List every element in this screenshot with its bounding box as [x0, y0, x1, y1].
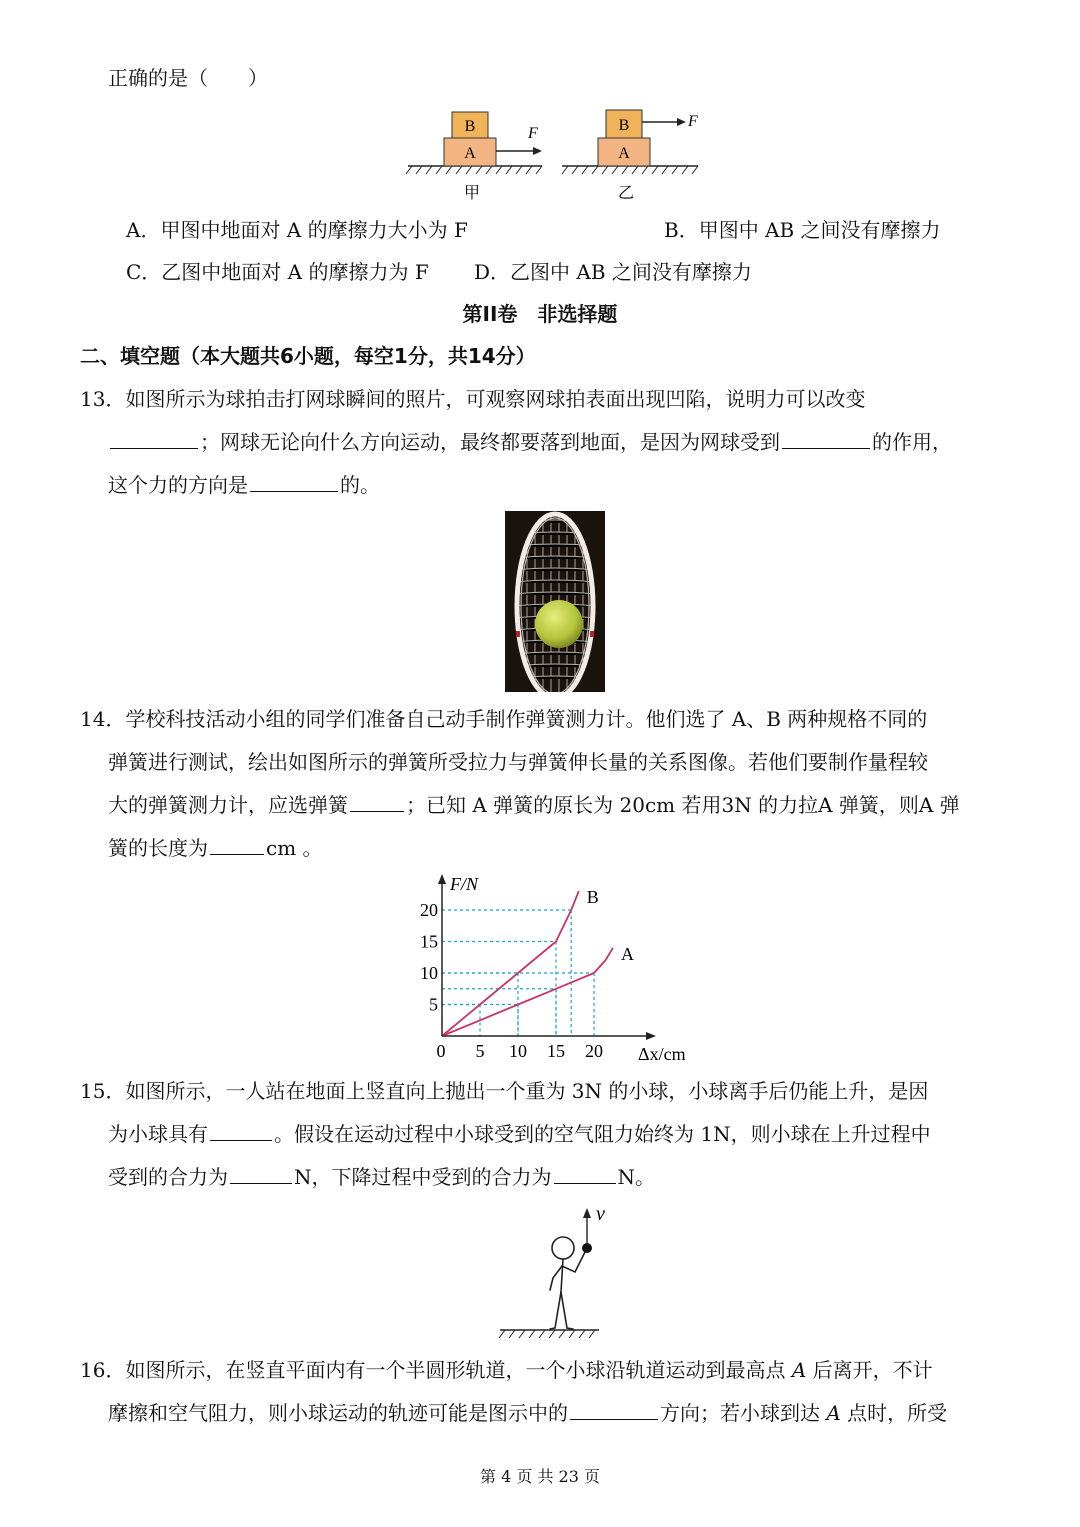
y-tick-15: 15	[420, 931, 438, 952]
q14-blank-1[interactable]	[350, 791, 404, 812]
x-tick-20: 20	[585, 1041, 603, 1061]
q13-blank-2[interactable]	[782, 428, 870, 449]
part-heading: 二、填空题（本大题共6小题，每空1分，共14分）	[80, 344, 536, 368]
origin-label: 0	[436, 1041, 446, 1061]
q15-line-2: 为小球具有 。假设在运动过程中小球受到的空气阻力始终为 1N，则小球在上升过程中	[108, 1122, 931, 1146]
q16-blank-1[interactable]	[570, 1399, 658, 1420]
ball	[582, 1243, 592, 1253]
q12-figure	[400, 104, 710, 204]
figure-jia	[406, 112, 542, 202]
q13-line-2: ；网球无论向什么方向运动，最终都要落到地面，是因为网球受到 的作用，	[108, 428, 952, 456]
x-axis-label: Δx/cm	[638, 1044, 686, 1064]
q13-line-1: 13．如图所示为球拍击打网球瞬间的照片，可观察网球拍表面出现凹陷，说明力可以改变	[80, 387, 866, 411]
velocity-label: v	[596, 1203, 605, 1225]
q16-line-1: 16．如图所示，在竖直平面内有一个半圆形轨道，一个小球沿轨道运动到最高点 A 后离开，不计	[80, 1358, 933, 1382]
yi-force-label: F	[688, 113, 698, 130]
x-tick-15: 15	[547, 1041, 565, 1061]
q15-line-3: 受到的合力为 N，下降过程中受到的合力为 N。	[108, 1165, 655, 1189]
q15-line-1: 15．如图所示，一人站在地面上竖直向上抛出一个重为 3N 的小球，小球离手后仍能上升，是因	[80, 1079, 929, 1103]
x-tick-5: 5	[475, 1041, 485, 1061]
q16-line-2: 摩擦和空气阻力，则小球运动的轨迹可能是图示中的 方向；若小球到达 A 点时，所受	[108, 1401, 948, 1425]
figure-yi	[562, 110, 698, 202]
q15-blank-2[interactable]	[230, 1163, 292, 1184]
jia-block-a-label: A	[464, 145, 476, 162]
tennis-racket-photo	[505, 511, 605, 692]
y-tick-5: 5	[429, 994, 438, 1015]
q14-line-4: 簧的长度为 cm 。	[108, 836, 323, 860]
stick-person	[550, 1237, 585, 1329]
q12-option-d: D．乙图中 AB 之间没有摩擦力	[474, 260, 752, 284]
yi-block-a-label: A	[618, 145, 630, 162]
q13-line-3: 这个力的方向是 的。	[108, 473, 380, 497]
spring-force-chart	[400, 868, 710, 1068]
jia-label: 甲	[463, 185, 481, 202]
q13-blank-3[interactable]	[250, 471, 338, 492]
yi-label: 乙	[617, 185, 635, 202]
q14-line-3: 大的弹簧测力计，应选弹簧 ；已知 A 弹簧的原长为 20cm 若用3N 的力拉A 弹簧，则A 弹	[108, 793, 960, 817]
ball-throw-figure	[495, 1200, 605, 1342]
series-label-A: A	[621, 943, 634, 964]
q14-line-2: 弹簧进行测试，绘出如图所示的弹簧所受拉力与弹簧伸长量的关系图像。若他们要制作量程较	[108, 750, 928, 774]
q15-blank-1[interactable]	[210, 1120, 272, 1141]
y-tick-20: 20	[420, 900, 438, 920]
y-axis-label: F/N	[450, 874, 479, 894]
page-footer: 第 4 页 共 23 页	[480, 1467, 600, 1486]
q12-option-b: B．甲图中 AB 之间没有摩擦力	[664, 218, 941, 242]
q12-stem-end: 正确的是（ ）	[108, 66, 268, 90]
x-tick-10: 10	[509, 1041, 527, 1061]
q14-blank-2[interactable]	[210, 834, 264, 855]
y-tick-10: 10	[420, 963, 438, 983]
series-label-B: B	[586, 887, 599, 908]
series-line-B	[442, 891, 579, 1036]
q12-option-c: C．乙图中地面对 A 的摩擦力为 F	[126, 260, 429, 284]
yi-block-b-label: B	[618, 117, 630, 134]
q12-option-a: A．甲图中地面对 A 的摩擦力大小为 F	[126, 218, 468, 242]
q13-blank-1[interactable]	[110, 428, 198, 449]
q15-blank-3[interactable]	[554, 1163, 616, 1184]
jia-force-label: F	[528, 125, 538, 142]
series-line-A	[442, 948, 613, 1036]
jia-block-b-label: B	[464, 118, 476, 135]
q14-line-1: 14．学校科技活动小组的同学们准备自己动手制作弹簧测力计。他们选了 A、B 两种规格不同的	[80, 707, 928, 731]
tennis-ball	[535, 600, 583, 648]
section-title: 第II卷 非选择题	[462, 302, 618, 326]
